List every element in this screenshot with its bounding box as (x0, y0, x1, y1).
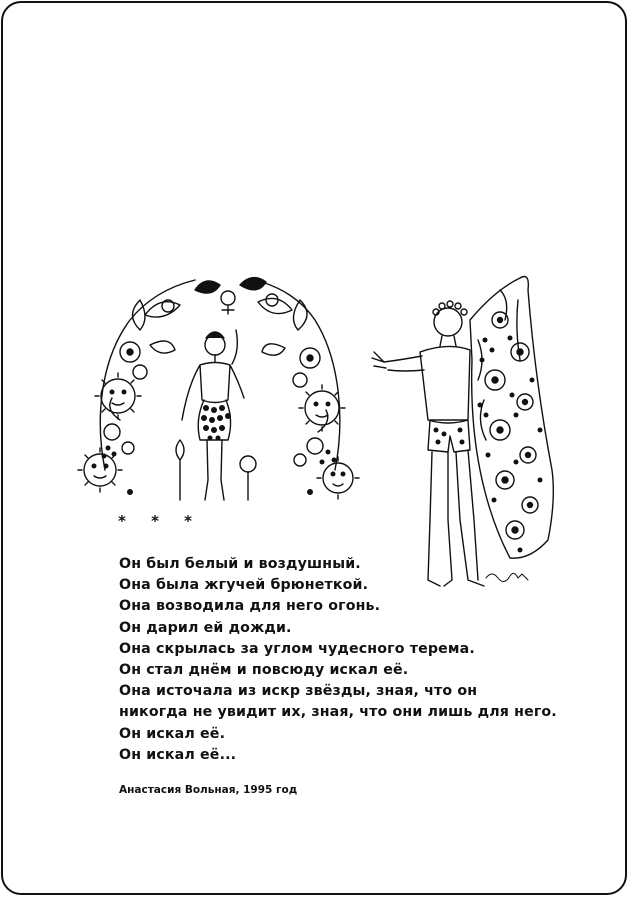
poem-line: Он искал её... (119, 746, 237, 763)
poem-line: Он был белый и воздушный. (119, 556, 361, 572)
floral-arch (78, 278, 359, 500)
woman-figure (182, 330, 244, 500)
winged-man (372, 277, 553, 587)
poem-line: никогда не увидит их, зная, что они лишь для него. (119, 704, 557, 721)
poem-line: Она скрылась за углом чудесного терема. (119, 640, 475, 657)
sun-icon (299, 385, 345, 431)
bird-icon (195, 278, 266, 314)
poem-line: Она источала из искр звёзды, зная, что он (119, 683, 478, 700)
poem-text (119, 554, 557, 766)
poem-line: Она возводила для него огонь. (119, 598, 381, 615)
poem-line: Он дарил ей дожди. (119, 619, 292, 636)
poem-line: Он искал её. (119, 725, 226, 742)
author-signature: Анастасия Вольная, 1995 год (119, 784, 298, 796)
poem-line: Она была жгучей брюнеткой. (119, 577, 369, 594)
poem-line: Он стал днём и повсюду искал её. (119, 661, 409, 678)
section-separator: * * * (118, 512, 202, 530)
